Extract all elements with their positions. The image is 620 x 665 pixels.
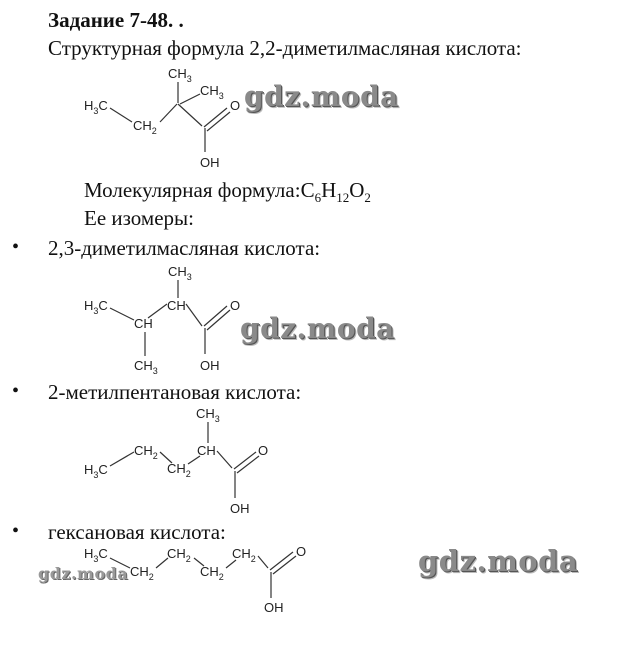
structural-formula-label: Структурная формула 2,2-диметилмасляная кислота: xyxy=(48,36,522,60)
atom-ch-lower: CH xyxy=(134,316,153,331)
molecular-formula: $C_6H_{12}O_2$ xyxy=(300,178,371,206)
atom-oh: OH xyxy=(230,501,250,516)
atom-oh: OH xyxy=(200,155,220,170)
isomer-name-3: гексановая кислота: xyxy=(48,520,226,544)
atom-ch3-top: $CH_3$ xyxy=(196,406,220,424)
atom-h3c: $H_3C$ xyxy=(84,462,108,480)
watermark: gdz.moda xyxy=(240,312,395,345)
bullet: • xyxy=(12,236,20,258)
atom-ch2-1: $CH_2$ xyxy=(130,564,154,582)
atom-oh: OH xyxy=(264,600,284,615)
bond xyxy=(258,556,268,568)
isomers-label: Ее изомеры: xyxy=(84,206,194,230)
watermark: gdz.moda xyxy=(244,80,399,113)
atom-oh: OH xyxy=(200,358,220,373)
atom-ch2-upper: $CH_2$ xyxy=(134,443,158,461)
atom-h3c: $H_3C$ xyxy=(84,98,108,116)
isomer-name-2: 2-метилпентановая кислота: xyxy=(48,380,302,404)
bond xyxy=(194,558,204,566)
molecular-formula-label: Молекулярная формула: xyxy=(84,178,301,202)
atom-ch2-lower: $CH_2$ xyxy=(167,461,191,479)
atom-o: O xyxy=(230,98,241,113)
atom-ch2-3: $CH_2$ xyxy=(200,564,224,582)
bullet: • xyxy=(12,380,20,402)
atom-ch: CH xyxy=(197,443,216,458)
atom-h3c: $H_3C$ xyxy=(84,298,108,316)
atom-ch2: $CH_2$ xyxy=(133,118,157,136)
atom-ch3-top: $CH_3$ xyxy=(168,264,192,282)
bond xyxy=(226,560,236,568)
isomer-name-1: 2,3-диметилмасляная кислота: xyxy=(48,236,321,260)
atom-ch2-2: $CH_2$ xyxy=(167,546,191,564)
atom-o: O xyxy=(258,443,269,458)
bullet: • xyxy=(12,520,20,542)
watermark: gdz.moda xyxy=(418,544,579,578)
task-title: Задание 7-48. . xyxy=(48,8,184,32)
atom-ch2-4: $CH_2$ xyxy=(232,546,256,564)
watermark-small: gdz.moda xyxy=(38,564,129,583)
atom-o: O xyxy=(296,544,307,559)
atom-o: O xyxy=(230,298,241,313)
atom-ch3-right: $CH_3$ xyxy=(200,83,224,101)
atom-ch3-bottom: $CH_3$ xyxy=(134,358,158,376)
atom-ch3-top: $CH_3$ xyxy=(168,66,192,84)
atom-ch-upper: CH xyxy=(167,298,186,313)
bond xyxy=(156,558,168,568)
atom-h3c: $H_3C$ xyxy=(84,546,108,564)
